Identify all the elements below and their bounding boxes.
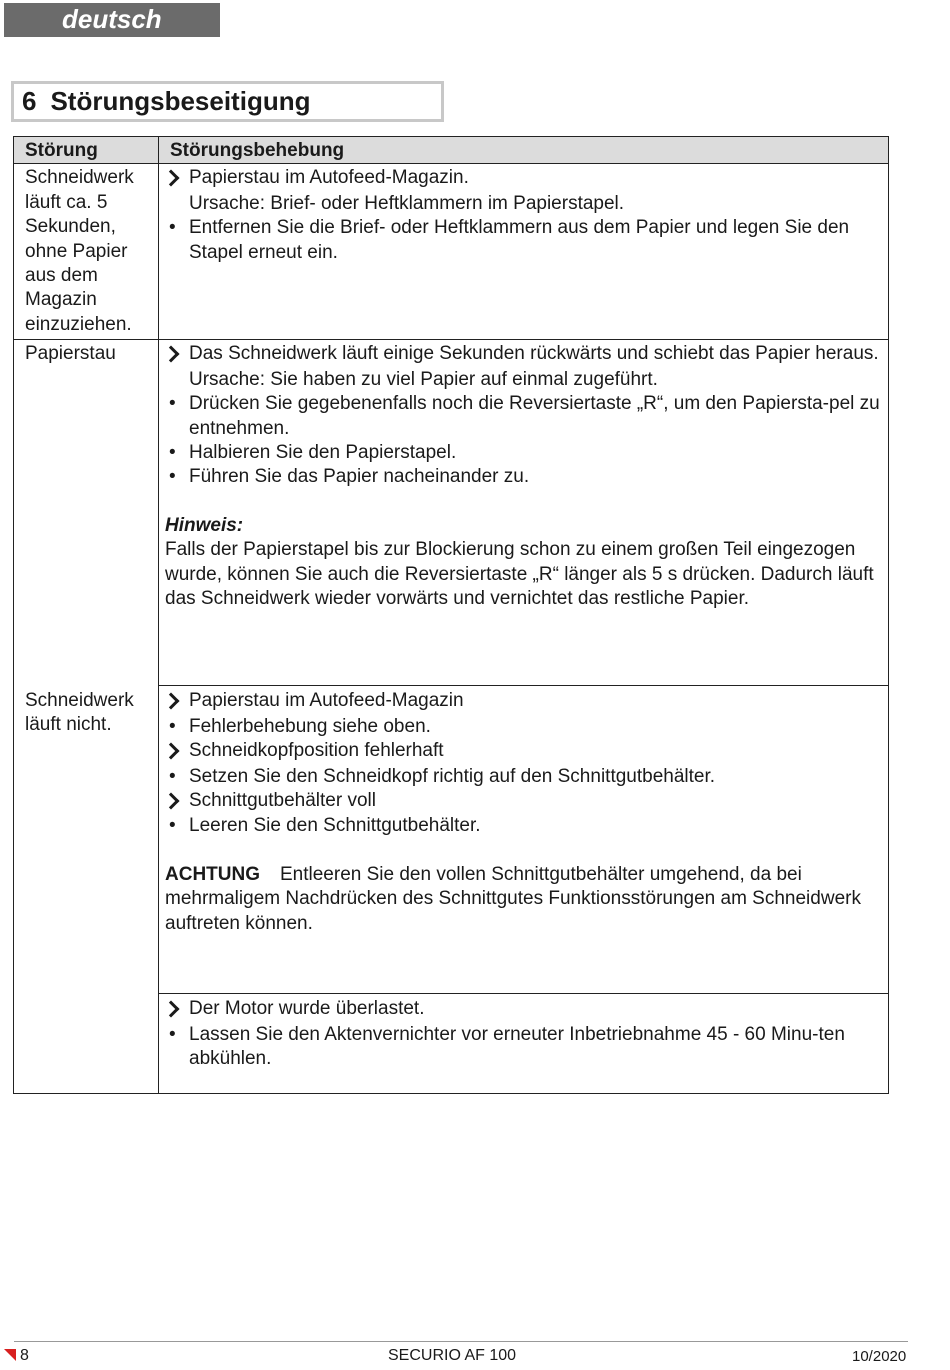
section-number: 6 <box>22 86 37 116</box>
table-row <box>14 686 889 994</box>
list-item: • Setzen Sie den Schneidkopf richtig auf den Schnittgutbehälter. <box>165 765 880 789</box>
list-item: • Leeren Sie den Schnittgutbehälter. <box>165 814 880 838</box>
remedy-cell <box>159 164 889 340</box>
remedy-cell <box>159 994 889 1094</box>
remedy-cell <box>159 340 889 686</box>
arrow-icon <box>165 739 189 764</box>
arrow-icon <box>165 997 189 1022</box>
list-item: Der Motor wurde überlastet. <box>165 997 880 1022</box>
column-header-remedy: Störungsbehebung <box>159 137 889 164</box>
warning-text: Entleeren Sie den vollen Schnittgutbehälter umgehend, da bei mehrmaligem Nachdrücken des Schnittgutes Funktionsstörungen am Schneidwerk auftreten können. <box>165 863 861 934</box>
table-row <box>14 340 889 686</box>
table-header-row <box>14 137 889 164</box>
list-item: Ursache: Sie haben zu viel Papier auf einmal zugeführt. <box>189 368 658 390</box>
table-row <box>14 164 889 340</box>
list-item: Schneidkopfposition fehlerhaft <box>165 739 880 764</box>
bullet-icon: • <box>169 393 176 415</box>
list-item: Papierstau im Autofeed-Magazin. <box>165 166 880 191</box>
product-name: SECURIO AF 100 <box>388 1347 517 1364</box>
warning-title: ACHTUNG <box>165 863 260 885</box>
arrow-icon <box>165 789 189 814</box>
bullet-icon: • <box>169 765 176 787</box>
bullet-icon: • <box>169 1023 176 1045</box>
fault-cell: Schneidwerk läuft nicht. <box>14 686 159 994</box>
list-item: • Fehlerbehebung siehe oben. <box>165 715 880 739</box>
footer-rule <box>14 1341 908 1342</box>
list-item: • Lassen Sie den Aktenvernichter vor erneuter Inbetriebnahme 45 - 60 Minu-ten abkühlen. <box>165 1023 880 1072</box>
troubleshooting-table <box>13 136 889 1094</box>
list-item: Papierstau im Autofeed-Magazin <box>165 689 880 714</box>
language-tab: deutsch <box>4 3 220 37</box>
revision-date: 10/2020 <box>852 1348 907 1365</box>
list-item: • Drücken Sie gegebenenfalls noch die Reversiertaste „R“, um den Papiersta-pel zu entnehmen. <box>165 392 880 441</box>
fault-cell: Papierstau <box>14 340 159 686</box>
bullet-icon: • <box>169 442 176 464</box>
page-corner-icon <box>4 1349 16 1361</box>
list-item: • Entfernen Sie die Brief- oder Heftklammern aus dem Papier und legen Sie den Stapel erneut ein. <box>165 216 880 265</box>
warning-block <box>165 863 880 936</box>
bullet-icon: • <box>169 715 176 737</box>
list-item: • Halbieren Sie den Papierstapel. <box>165 441 880 465</box>
note-title: Hinweis: <box>165 514 244 536</box>
list-item: Das Schneidwerk läuft einige Sekunden rückwärts und schiebt das Papier heraus. <box>165 342 880 367</box>
bullet-icon: • <box>169 815 176 837</box>
arrow-icon <box>165 689 189 714</box>
table-row <box>14 994 889 1094</box>
bullet-icon: • <box>169 217 176 239</box>
page-number: 8 <box>20 1347 29 1364</box>
section-title: Störungsbeseitigung <box>50 86 311 116</box>
section-heading <box>11 81 444 122</box>
fault-cell <box>14 994 159 1094</box>
fault-cell: Schneidwerk läuft ca. 5 Sekunden, ohne Papier aus dem Magazin einzuziehen. <box>14 164 159 340</box>
arrow-icon <box>165 342 189 367</box>
note-text: Falls der Papierstapel bis zur Blockierung schon zu einem großen Teil eingezogen wurde, können Sie auch die Reversiertaste „R“ länger als 5 s drücken. Dadurch läuft das Schneidwerk wieder vorwärts und vernichtet das restliche Papier. <box>165 539 874 610</box>
list-item: • Führen Sie das Papier nacheinander zu. <box>165 465 880 489</box>
list-item: Ursache: Brief- oder Heftklammern im Papierstapel. <box>189 192 625 214</box>
column-header-fault: Störung <box>14 137 159 164</box>
arrow-icon <box>165 166 189 191</box>
list-item: Schnittgutbehälter voll <box>165 789 880 814</box>
bullet-icon: • <box>169 466 176 488</box>
remedy-cell <box>159 686 889 994</box>
